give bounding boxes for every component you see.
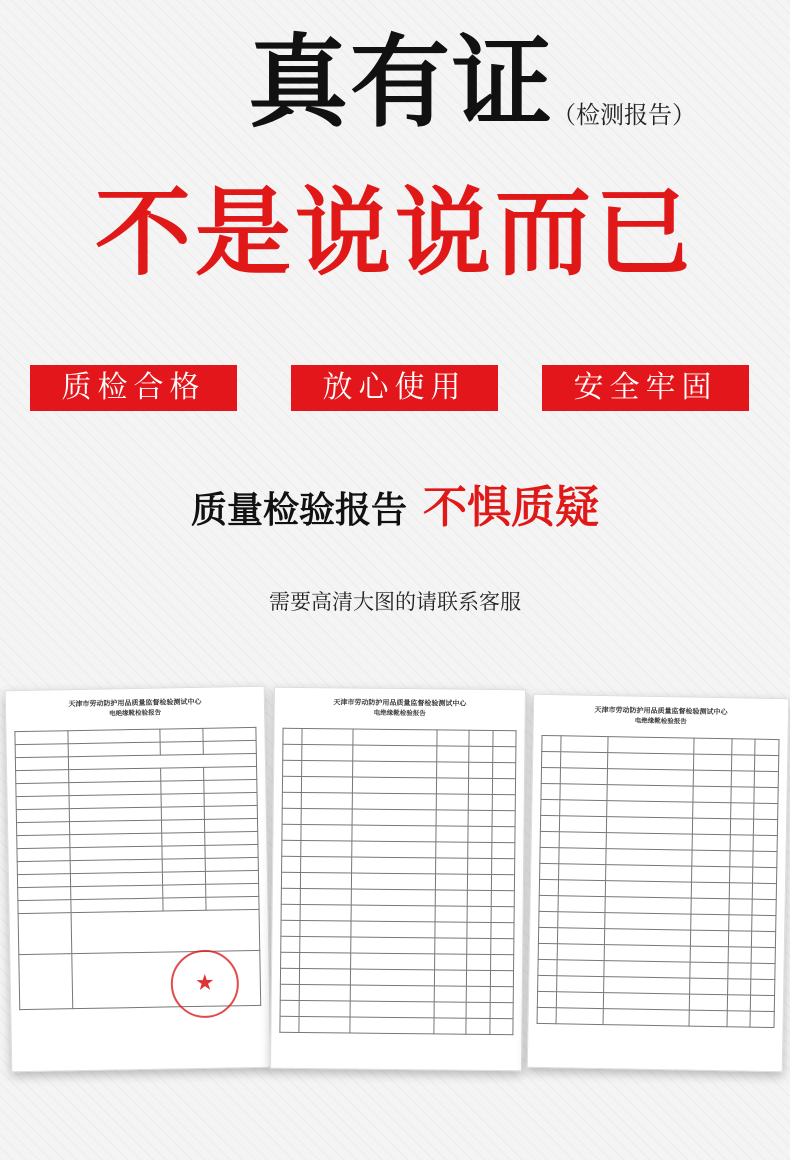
document-header: 天津市劳动防护用品质量监督检验测试中心 <box>68 696 202 709</box>
report-document-image <box>270 687 526 1072</box>
document-header: 天津市劳动防护用品质量监督检验测试中心 <box>333 697 467 708</box>
report-title: 质量检验报告 <box>190 490 407 531</box>
report-document-image <box>527 694 789 1072</box>
document-subtitle: 电绝缘靴检验报告 <box>109 708 162 718</box>
page-subtitle: （检测报告） <box>552 101 696 129</box>
badge-quality-passed: 质检合格 <box>30 365 237 411</box>
badge-secure: 安全牢固 <box>542 365 749 411</box>
headline-row <box>0 18 790 148</box>
document-subtitle: 电绝缘靴检验报告 <box>373 708 426 718</box>
document-number <box>275 717 525 729</box>
contact-note: 需要高清大图的请联系客服 <box>269 590 521 614</box>
report-document-image <box>5 686 272 1072</box>
document-header: 天津市劳动防护用品质量监督检验测试中心 <box>594 704 728 717</box>
badge-safe-use: 放心使用 <box>291 365 498 411</box>
document-subtitle: 电绝缘靴检验报告 <box>634 716 687 726</box>
star-stamp-icon: ★ <box>170 949 239 1018</box>
document-table <box>537 735 780 1028</box>
report-line <box>0 480 790 545</box>
page-title: 真有证 <box>248 24 554 141</box>
document-table <box>279 728 516 1035</box>
document-signature-line <box>22 1055 24 1061</box>
slogan-heading: 不是说说而已 <box>95 177 695 289</box>
report-highlight: 不惧质疑 <box>423 482 599 533</box>
